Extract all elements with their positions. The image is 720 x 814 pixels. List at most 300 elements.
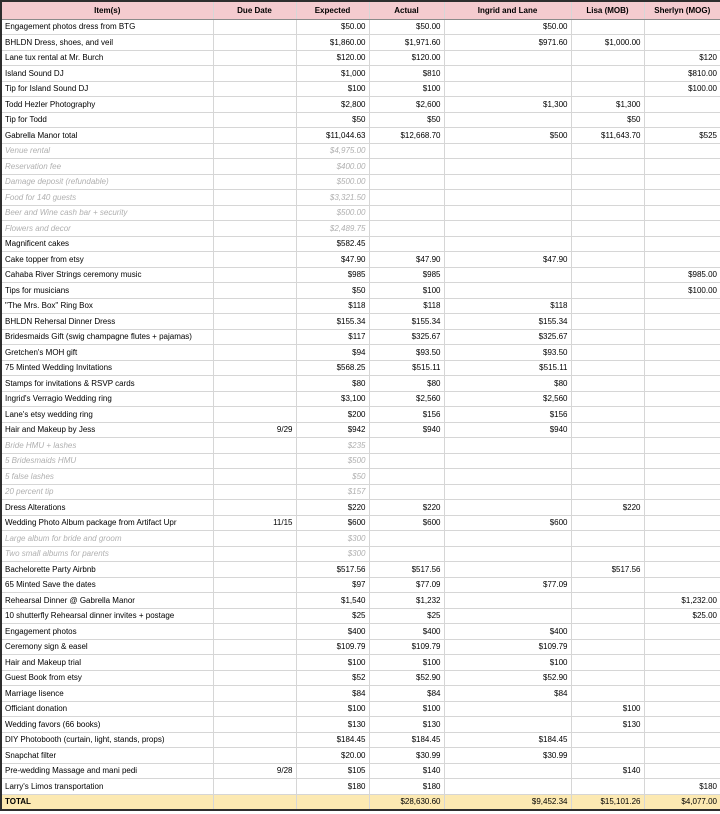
- cell-actual[interactable]: [369, 484, 444, 500]
- cell-item[interactable]: TOTAL: [1, 794, 213, 810]
- cell-ingrid_and_lane[interactable]: $9,452.34: [444, 794, 571, 810]
- cell-due[interactable]: [213, 283, 296, 299]
- cell-actual[interactable]: $515.11: [369, 360, 444, 376]
- cell-lisa_mob[interactable]: [571, 453, 644, 469]
- cell-ingrid_and_lane[interactable]: $100: [444, 655, 571, 671]
- cell-ingrid_and_lane[interactable]: $971.60: [444, 35, 571, 51]
- cell-ingrid_and_lane[interactable]: [444, 701, 571, 717]
- cell-actual[interactable]: $517.56: [369, 562, 444, 578]
- cell-sherlyn_mog[interactable]: $25.00: [644, 608, 720, 624]
- cell-due[interactable]: [213, 314, 296, 330]
- cell-item[interactable]: Lane's etsy wedding ring: [1, 407, 213, 423]
- cell-ingrid_and_lane[interactable]: $600: [444, 515, 571, 531]
- cell-lisa_mob[interactable]: $130: [571, 717, 644, 733]
- cell-due[interactable]: [213, 794, 296, 810]
- cell-actual[interactable]: $156: [369, 407, 444, 423]
- cell-item[interactable]: Lane tux rental at Mr. Burch: [1, 50, 213, 66]
- cell-actual[interactable]: $77.09: [369, 577, 444, 593]
- cell-lisa_mob[interactable]: [571, 655, 644, 671]
- cell-expected[interactable]: $2,800: [296, 97, 369, 113]
- cell-expected[interactable]: $985: [296, 267, 369, 283]
- cell-expected[interactable]: $47.90: [296, 252, 369, 268]
- cell-item[interactable]: Ingrid's Verragio Wedding ring: [1, 391, 213, 407]
- cell-lisa_mob[interactable]: [571, 360, 644, 376]
- cell-sherlyn_mog[interactable]: [644, 391, 720, 407]
- cell-item[interactable]: Ceremony sign & easel: [1, 639, 213, 655]
- cell-sherlyn_mog[interactable]: [644, 732, 720, 748]
- cell-ingrid_and_lane[interactable]: [444, 174, 571, 190]
- cell-due[interactable]: [213, 221, 296, 237]
- cell-item[interactable]: Tip for Todd: [1, 112, 213, 128]
- cell-expected[interactable]: $400: [296, 624, 369, 640]
- cell-ingrid_and_lane[interactable]: $515.11: [444, 360, 571, 376]
- cell-item[interactable]: Hair and Makeup by Jess: [1, 422, 213, 438]
- cell-sherlyn_mog[interactable]: [644, 298, 720, 314]
- cell-actual[interactable]: $184.45: [369, 732, 444, 748]
- cell-item[interactable]: Pre-wedding Massage and mani pedi: [1, 763, 213, 779]
- cell-expected[interactable]: $25: [296, 608, 369, 624]
- cell-due[interactable]: [213, 267, 296, 283]
- cell-actual[interactable]: $118: [369, 298, 444, 314]
- cell-lisa_mob[interactable]: [571, 81, 644, 97]
- cell-actual[interactable]: $180: [369, 779, 444, 795]
- cell-lisa_mob[interactable]: [571, 143, 644, 159]
- cell-ingrid_and_lane[interactable]: $77.09: [444, 577, 571, 593]
- cell-actual[interactable]: $50: [369, 112, 444, 128]
- cell-expected[interactable]: $94: [296, 345, 369, 361]
- cell-expected[interactable]: $600: [296, 515, 369, 531]
- cell-lisa_mob[interactable]: [571, 174, 644, 190]
- cell-item[interactable]: Guest Book from etsy: [1, 670, 213, 686]
- cell-due[interactable]: [213, 205, 296, 221]
- cell-actual[interactable]: $130: [369, 717, 444, 733]
- cell-due[interactable]: [213, 35, 296, 51]
- cell-due[interactable]: [213, 376, 296, 392]
- cell-sherlyn_mog[interactable]: [644, 624, 720, 640]
- cell-lisa_mob[interactable]: $15,101.26: [571, 794, 644, 810]
- cell-expected[interactable]: $11,044.63: [296, 128, 369, 144]
- cell-lisa_mob[interactable]: $50: [571, 112, 644, 128]
- cell-sherlyn_mog[interactable]: [644, 686, 720, 702]
- cell-item[interactable]: Cahaba River Strings ceremony music: [1, 267, 213, 283]
- cell-expected[interactable]: $105: [296, 763, 369, 779]
- cell-expected[interactable]: [296, 794, 369, 810]
- cell-ingrid_and_lane[interactable]: [444, 562, 571, 578]
- cell-item[interactable]: Two small albums for parents: [1, 546, 213, 562]
- cell-expected[interactable]: $118: [296, 298, 369, 314]
- cell-sherlyn_mog[interactable]: [644, 174, 720, 190]
- cell-due[interactable]: [213, 236, 296, 252]
- cell-actual[interactable]: [369, 174, 444, 190]
- cell-ingrid_and_lane[interactable]: $155.34: [444, 314, 571, 330]
- cell-lisa_mob[interactable]: [571, 531, 644, 547]
- cell-item[interactable]: Tip for Island Sound DJ: [1, 81, 213, 97]
- cell-expected[interactable]: $157: [296, 484, 369, 500]
- cell-item[interactable]: Wedding Photo Album package from Artifact Upr: [1, 515, 213, 531]
- cell-lisa_mob[interactable]: [571, 670, 644, 686]
- cell-lisa_mob[interactable]: [571, 438, 644, 454]
- cell-due[interactable]: 9/28: [213, 763, 296, 779]
- cell-lisa_mob[interactable]: [571, 422, 644, 438]
- cell-sherlyn_mog[interactable]: [644, 701, 720, 717]
- cell-due[interactable]: 11/15: [213, 515, 296, 531]
- cell-sherlyn_mog[interactable]: [644, 515, 720, 531]
- cell-item[interactable]: Dress Alterations: [1, 500, 213, 516]
- cell-lisa_mob[interactable]: [571, 391, 644, 407]
- cell-item[interactable]: Venue rental: [1, 143, 213, 159]
- cell-item[interactable]: Beer and Wine cash bar + security: [1, 205, 213, 221]
- cell-lisa_mob[interactable]: [571, 314, 644, 330]
- column-header-item[interactable]: Item(s): [1, 1, 213, 19]
- cell-lisa_mob[interactable]: $140: [571, 763, 644, 779]
- cell-expected[interactable]: $582.45: [296, 236, 369, 252]
- cell-lisa_mob[interactable]: [571, 19, 644, 35]
- cell-sherlyn_mog[interactable]: $525: [644, 128, 720, 144]
- cell-ingrid_and_lane[interactable]: [444, 267, 571, 283]
- cell-item[interactable]: Marriage lisence: [1, 686, 213, 702]
- cell-item[interactable]: "The Mrs. Box" Ring Box: [1, 298, 213, 314]
- cell-lisa_mob[interactable]: [571, 469, 644, 485]
- cell-ingrid_and_lane[interactable]: [444, 205, 571, 221]
- cell-item[interactable]: Bride HMU + lashes: [1, 438, 213, 454]
- cell-lisa_mob[interactable]: $1,000.00: [571, 35, 644, 51]
- cell-sherlyn_mog[interactable]: [644, 19, 720, 35]
- cell-lisa_mob[interactable]: [571, 608, 644, 624]
- cell-sherlyn_mog[interactable]: [644, 159, 720, 175]
- cell-expected[interactable]: $100: [296, 81, 369, 97]
- cell-due[interactable]: [213, 453, 296, 469]
- cell-expected[interactable]: $109.79: [296, 639, 369, 655]
- cell-expected[interactable]: $50: [296, 283, 369, 299]
- cell-ingrid_and_lane[interactable]: [444, 81, 571, 97]
- cell-lisa_mob[interactable]: [571, 190, 644, 206]
- cell-ingrid_and_lane[interactable]: [444, 763, 571, 779]
- cell-lisa_mob[interactable]: [571, 50, 644, 66]
- cell-item[interactable]: Bachelorette Party Airbnb: [1, 562, 213, 578]
- cell-due[interactable]: [213, 438, 296, 454]
- cell-ingrid_and_lane[interactable]: $80: [444, 376, 571, 392]
- cell-expected[interactable]: $184.45: [296, 732, 369, 748]
- column-header-due[interactable]: Due Date: [213, 1, 296, 19]
- cell-due[interactable]: [213, 577, 296, 593]
- cell-item[interactable]: BHLDN Rehersal Dinner Dress: [1, 314, 213, 330]
- cell-sherlyn_mog[interactable]: [644, 329, 720, 345]
- cell-sherlyn_mog[interactable]: [644, 500, 720, 516]
- cell-actual[interactable]: $140: [369, 763, 444, 779]
- cell-due[interactable]: [213, 252, 296, 268]
- cell-due[interactable]: [213, 112, 296, 128]
- cell-due[interactable]: [213, 608, 296, 624]
- cell-lisa_mob[interactable]: [571, 515, 644, 531]
- cell-sherlyn_mog[interactable]: $100.00: [644, 81, 720, 97]
- cell-lisa_mob[interactable]: [571, 748, 644, 764]
- cell-actual[interactable]: $985: [369, 267, 444, 283]
- cell-lisa_mob[interactable]: [571, 732, 644, 748]
- cell-actual[interactable]: $1,971.60: [369, 35, 444, 51]
- cell-expected[interactable]: $97: [296, 577, 369, 593]
- cell-lisa_mob[interactable]: [571, 236, 644, 252]
- cell-expected[interactable]: $20.00: [296, 748, 369, 764]
- column-header-lisa_mob[interactable]: Lisa (MOB): [571, 1, 644, 19]
- cell-due[interactable]: [213, 593, 296, 609]
- cell-ingrid_and_lane[interactable]: [444, 143, 571, 159]
- cell-ingrid_and_lane[interactable]: $1,300: [444, 97, 571, 113]
- cell-sherlyn_mog[interactable]: [644, 236, 720, 252]
- cell-actual[interactable]: $50.00: [369, 19, 444, 35]
- cell-actual[interactable]: [369, 438, 444, 454]
- cell-lisa_mob[interactable]: [571, 267, 644, 283]
- cell-expected[interactable]: $130: [296, 717, 369, 733]
- cell-lisa_mob[interactable]: $100: [571, 701, 644, 717]
- cell-actual[interactable]: $325.67: [369, 329, 444, 345]
- cell-expected[interactable]: $1,540: [296, 593, 369, 609]
- cell-ingrid_and_lane[interactable]: [444, 779, 571, 795]
- cell-item[interactable]: Engagement photos dress from BTG: [1, 19, 213, 35]
- cell-sherlyn_mog[interactable]: [644, 143, 720, 159]
- cell-lisa_mob[interactable]: [571, 593, 644, 609]
- cell-lisa_mob[interactable]: $517.56: [571, 562, 644, 578]
- cell-ingrid_and_lane[interactable]: $118: [444, 298, 571, 314]
- cell-expected[interactable]: $84: [296, 686, 369, 702]
- cell-lisa_mob[interactable]: [571, 298, 644, 314]
- cell-sherlyn_mog[interactable]: [644, 35, 720, 51]
- cell-lisa_mob[interactable]: [571, 577, 644, 593]
- cell-actual[interactable]: [369, 205, 444, 221]
- cell-item[interactable]: 10 shutterfly Rehearsal dinner invites + postage: [1, 608, 213, 624]
- cell-actual[interactable]: $100: [369, 283, 444, 299]
- cell-expected[interactable]: $155.34: [296, 314, 369, 330]
- cell-sherlyn_mog[interactable]: $180: [644, 779, 720, 795]
- cell-actual[interactable]: [369, 190, 444, 206]
- cell-due[interactable]: [213, 407, 296, 423]
- cell-expected[interactable]: $52: [296, 670, 369, 686]
- cell-ingrid_and_lane[interactable]: [444, 66, 571, 82]
- cell-due[interactable]: [213, 66, 296, 82]
- cell-expected[interactable]: $50.00: [296, 19, 369, 35]
- cell-sherlyn_mog[interactable]: [644, 376, 720, 392]
- cell-due[interactable]: [213, 469, 296, 485]
- cell-item[interactable]: Bridesmaids Gift (swig champagne flutes + pajamas): [1, 329, 213, 345]
- cell-ingrid_and_lane[interactable]: [444, 717, 571, 733]
- cell-ingrid_and_lane[interactable]: [444, 221, 571, 237]
- cell-lisa_mob[interactable]: [571, 546, 644, 562]
- cell-sherlyn_mog[interactable]: [644, 190, 720, 206]
- cell-ingrid_and_lane[interactable]: [444, 500, 571, 516]
- cell-item[interactable]: Large album for bride and groom: [1, 531, 213, 547]
- column-header-actual[interactable]: Actual: [369, 1, 444, 19]
- cell-ingrid_and_lane[interactable]: $325.67: [444, 329, 571, 345]
- cell-sherlyn_mog[interactable]: [644, 717, 720, 733]
- cell-item[interactable]: Gretchen's MOH gift: [1, 345, 213, 361]
- cell-actual[interactable]: $400: [369, 624, 444, 640]
- cell-item[interactable]: Hair and Makeup trial: [1, 655, 213, 671]
- cell-due[interactable]: [213, 329, 296, 345]
- cell-actual[interactable]: $220: [369, 500, 444, 516]
- cell-sherlyn_mog[interactable]: [644, 453, 720, 469]
- cell-sherlyn_mog[interactable]: [644, 655, 720, 671]
- cell-sherlyn_mog[interactable]: [644, 314, 720, 330]
- cell-sherlyn_mog[interactable]: [644, 484, 720, 500]
- cell-actual[interactable]: [369, 221, 444, 237]
- cell-expected[interactable]: $117: [296, 329, 369, 345]
- cell-lisa_mob[interactable]: [571, 221, 644, 237]
- cell-ingrid_and_lane[interactable]: $2,560: [444, 391, 571, 407]
- cell-ingrid_and_lane[interactable]: $500: [444, 128, 571, 144]
- cell-lisa_mob[interactable]: [571, 345, 644, 361]
- cell-expected[interactable]: $300: [296, 546, 369, 562]
- cell-expected[interactable]: $50: [296, 469, 369, 485]
- cell-item[interactable]: 20 percent tip: [1, 484, 213, 500]
- cell-lisa_mob[interactable]: [571, 484, 644, 500]
- cell-sherlyn_mog[interactable]: [644, 748, 720, 764]
- cell-due[interactable]: [213, 174, 296, 190]
- cell-lisa_mob[interactable]: [571, 779, 644, 795]
- cell-lisa_mob[interactable]: $11,643.70: [571, 128, 644, 144]
- cell-item[interactable]: Flowers and decor: [1, 221, 213, 237]
- cell-ingrid_and_lane[interactable]: $940: [444, 422, 571, 438]
- cell-due[interactable]: [213, 484, 296, 500]
- cell-expected[interactable]: $517.56: [296, 562, 369, 578]
- cell-ingrid_and_lane[interactable]: $30.99: [444, 748, 571, 764]
- cell-actual[interactable]: [369, 546, 444, 562]
- cell-expected[interactable]: $50: [296, 112, 369, 128]
- cell-sherlyn_mog[interactable]: $810.00: [644, 66, 720, 82]
- cell-item[interactable]: Engagement photos: [1, 624, 213, 640]
- cell-expected[interactable]: $1,000: [296, 66, 369, 82]
- cell-due[interactable]: [213, 701, 296, 717]
- cell-due[interactable]: [213, 624, 296, 640]
- cell-expected[interactable]: $3,321.50: [296, 190, 369, 206]
- cell-expected[interactable]: $500: [296, 453, 369, 469]
- cell-sherlyn_mog[interactable]: [644, 205, 720, 221]
- cell-sherlyn_mog[interactable]: [644, 577, 720, 593]
- cell-lisa_mob[interactable]: [571, 205, 644, 221]
- cell-ingrid_and_lane[interactable]: [444, 531, 571, 547]
- cell-ingrid_and_lane[interactable]: $47.90: [444, 252, 571, 268]
- cell-due[interactable]: [213, 391, 296, 407]
- cell-expected[interactable]: $180: [296, 779, 369, 795]
- cell-item[interactable]: Larry's Limos transportation: [1, 779, 213, 795]
- cell-actual[interactable]: [369, 469, 444, 485]
- cell-expected[interactable]: $400.00: [296, 159, 369, 175]
- cell-actual[interactable]: [369, 531, 444, 547]
- cell-lisa_mob[interactable]: [571, 159, 644, 175]
- cell-item[interactable]: 5 Bridesmaids HMU: [1, 453, 213, 469]
- cell-sherlyn_mog[interactable]: [644, 407, 720, 423]
- cell-actual[interactable]: $100: [369, 81, 444, 97]
- cell-expected[interactable]: $568.25: [296, 360, 369, 376]
- cell-ingrid_and_lane[interactable]: [444, 190, 571, 206]
- cell-sherlyn_mog[interactable]: [644, 546, 720, 562]
- cell-sherlyn_mog[interactable]: [644, 360, 720, 376]
- cell-sherlyn_mog[interactable]: $985.00: [644, 267, 720, 283]
- cell-actual[interactable]: $93.50: [369, 345, 444, 361]
- cell-ingrid_and_lane[interactable]: [444, 546, 571, 562]
- cell-ingrid_and_lane[interactable]: [444, 438, 571, 454]
- cell-actual[interactable]: $12,668.70: [369, 128, 444, 144]
- column-header-ingrid_and_lane[interactable]: Ingrid and Lane: [444, 1, 571, 19]
- cell-due[interactable]: [213, 779, 296, 795]
- cell-due[interactable]: [213, 50, 296, 66]
- cell-item[interactable]: Todd Hezler Photography: [1, 97, 213, 113]
- cell-item[interactable]: DIY Photobooth (curtain, light, stands, props): [1, 732, 213, 748]
- cell-item[interactable]: Magnificent cakes: [1, 236, 213, 252]
- cell-sherlyn_mog[interactable]: [644, 639, 720, 655]
- cell-actual[interactable]: [369, 159, 444, 175]
- cell-actual[interactable]: $109.79: [369, 639, 444, 655]
- cell-ingrid_and_lane[interactable]: [444, 50, 571, 66]
- cell-lisa_mob[interactable]: [571, 686, 644, 702]
- cell-sherlyn_mog[interactable]: $100.00: [644, 283, 720, 299]
- cell-sherlyn_mog[interactable]: [644, 763, 720, 779]
- cell-item[interactable]: Officiant donation: [1, 701, 213, 717]
- cell-expected[interactable]: $235: [296, 438, 369, 454]
- cell-item[interactable]: Cake topper from etsy: [1, 252, 213, 268]
- cell-ingrid_and_lane[interactable]: [444, 112, 571, 128]
- cell-expected[interactable]: $100: [296, 701, 369, 717]
- cell-expected[interactable]: $500.00: [296, 205, 369, 221]
- cell-item[interactable]: Tips for musicians: [1, 283, 213, 299]
- cell-item[interactable]: Gabrella Manor total: [1, 128, 213, 144]
- cell-actual[interactable]: $810: [369, 66, 444, 82]
- cell-sherlyn_mog[interactable]: [644, 97, 720, 113]
- cell-expected[interactable]: $2,489.75: [296, 221, 369, 237]
- cell-due[interactable]: [213, 686, 296, 702]
- cell-item[interactable]: Snapchat filter: [1, 748, 213, 764]
- cell-due[interactable]: [213, 128, 296, 144]
- cell-due[interactable]: [213, 298, 296, 314]
- cell-item[interactable]: Rehearsal Dinner @ Gabrella Manor: [1, 593, 213, 609]
- cell-sherlyn_mog[interactable]: [644, 221, 720, 237]
- cell-sherlyn_mog[interactable]: [644, 438, 720, 454]
- cell-ingrid_and_lane[interactable]: $109.79: [444, 639, 571, 655]
- cell-lisa_mob[interactable]: [571, 407, 644, 423]
- cell-item[interactable]: Stamps for invitations & RSVP cards: [1, 376, 213, 392]
- cell-lisa_mob[interactable]: [571, 283, 644, 299]
- cell-actual[interactable]: $80: [369, 376, 444, 392]
- cell-ingrid_and_lane[interactable]: $156: [444, 407, 571, 423]
- column-header-sherlyn_mog[interactable]: Sherlyn (MOG): [644, 1, 720, 19]
- cell-lisa_mob[interactable]: [571, 66, 644, 82]
- cell-lisa_mob[interactable]: [571, 376, 644, 392]
- cell-due[interactable]: [213, 19, 296, 35]
- cell-expected[interactable]: $1,860.00: [296, 35, 369, 51]
- cell-ingrid_and_lane[interactable]: $93.50: [444, 345, 571, 361]
- cell-due[interactable]: [213, 500, 296, 516]
- cell-actual[interactable]: $2,560: [369, 391, 444, 407]
- cell-item[interactable]: Reservation fee: [1, 159, 213, 175]
- cell-sherlyn_mog[interactable]: [644, 670, 720, 686]
- cell-ingrid_and_lane[interactable]: $84: [444, 686, 571, 702]
- cell-item[interactable]: Food for 140 guests: [1, 190, 213, 206]
- cell-ingrid_and_lane[interactable]: $52.90: [444, 670, 571, 686]
- cell-actual[interactable]: $120.00: [369, 50, 444, 66]
- cell-ingrid_and_lane[interactable]: $184.45: [444, 732, 571, 748]
- cell-lisa_mob[interactable]: [571, 639, 644, 655]
- cell-actual[interactable]: [369, 143, 444, 159]
- cell-ingrid_and_lane[interactable]: $400: [444, 624, 571, 640]
- cell-expected[interactable]: $942: [296, 422, 369, 438]
- cell-sherlyn_mog[interactable]: [644, 345, 720, 361]
- cell-item[interactable]: Damage deposit (refundable): [1, 174, 213, 190]
- cell-due[interactable]: 9/29: [213, 422, 296, 438]
- cell-sherlyn_mog[interactable]: [644, 469, 720, 485]
- cell-ingrid_and_lane[interactable]: [444, 453, 571, 469]
- cell-due[interactable]: [213, 562, 296, 578]
- cell-expected[interactable]: $4,975.00: [296, 143, 369, 159]
- cell-due[interactable]: [213, 190, 296, 206]
- column-header-expected[interactable]: Expected: [296, 1, 369, 19]
